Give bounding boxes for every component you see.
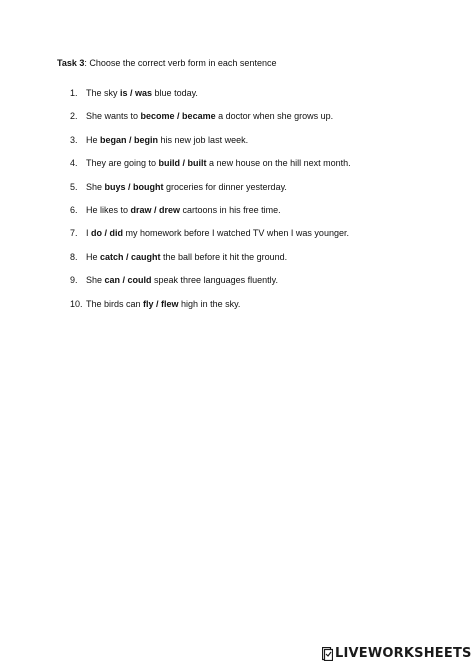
sentence-text-before: He	[86, 134, 101, 145]
logo-text: LIVEWORKSHEETS	[335, 646, 472, 661]
sentence-text-before: She	[86, 275, 105, 286]
sentence-text-after: the ball before it hit the ground.	[160, 251, 288, 262]
item-number: 1.	[70, 88, 78, 98]
list-item	[70, 251, 351, 274]
sentence-text-after: a doctor when she grows up.	[215, 111, 334, 122]
item-number: 4.	[70, 158, 78, 169]
list-item	[70, 274, 351, 297]
sentence-text-before: They are going to	[86, 158, 159, 169]
sentence-text-after: my homework before I watched TV when I was younger.	[123, 228, 349, 239]
sentence-text-before: The birds can	[86, 298, 144, 309]
sentence-text-before: I	[86, 228, 92, 239]
sentence-text-after: high in the sky.	[178, 298, 241, 309]
sentence-text-before: He	[86, 251, 101, 262]
verb-options: become / became	[140, 111, 216, 122]
list-item	[70, 157, 351, 180]
verb-options: draw / drew	[130, 204, 181, 215]
sentence-text-after: groceries for dinner yesterday.	[163, 181, 287, 192]
list-item	[70, 204, 351, 227]
sentence-text-before: The sky	[86, 88, 121, 98]
list-item	[70, 134, 351, 157]
list-item	[70, 298, 351, 321]
item-number: 5.	[70, 181, 78, 192]
item-number: 6.	[70, 204, 78, 215]
list-item	[70, 110, 351, 133]
sentence-text-before: She wants to	[86, 111, 141, 122]
sentence-text-after: cartoons in his free time.	[180, 204, 281, 215]
verb-options: is / was	[120, 88, 153, 98]
liveworksheets-logo	[322, 646, 472, 661]
sentence-text-before: He likes to	[86, 204, 131, 215]
item-number: 3.	[70, 134, 78, 145]
verb-options: fly / flew	[143, 298, 179, 309]
item-number: 10.	[70, 298, 83, 309]
item-number: 7.	[70, 228, 78, 239]
sentence-text-after: speak three languages fluently.	[151, 275, 278, 286]
list-item	[70, 227, 351, 250]
item-number: 8.	[70, 251, 78, 262]
sentence-text-after: a new house on the hill next month.	[206, 158, 351, 169]
verb-options: can / could	[104, 275, 152, 286]
task-instruction: : Choose the correct verb form in each sentence	[84, 58, 277, 68]
sentence-text-before: She	[86, 181, 105, 192]
task-heading	[57, 57, 276, 69]
verb-options: buys / bought	[104, 181, 164, 192]
verb-options: build / built	[158, 158, 207, 169]
liveworksheets-logo-icon	[322, 647, 333, 661]
item-number: 9.	[70, 275, 78, 286]
sentence-text-after: blue today.	[152, 88, 198, 98]
list-item	[70, 87, 351, 110]
list-item	[70, 181, 351, 204]
item-number: 2.	[70, 111, 78, 122]
verb-options: catch / caught	[100, 251, 161, 262]
task-label: Task 3	[57, 58, 85, 68]
verb-options: began / begin	[100, 134, 159, 145]
sentence-list	[70, 87, 351, 321]
verb-options: do / did	[91, 228, 124, 239]
sentence-text-after: his new job last week.	[158, 134, 249, 145]
